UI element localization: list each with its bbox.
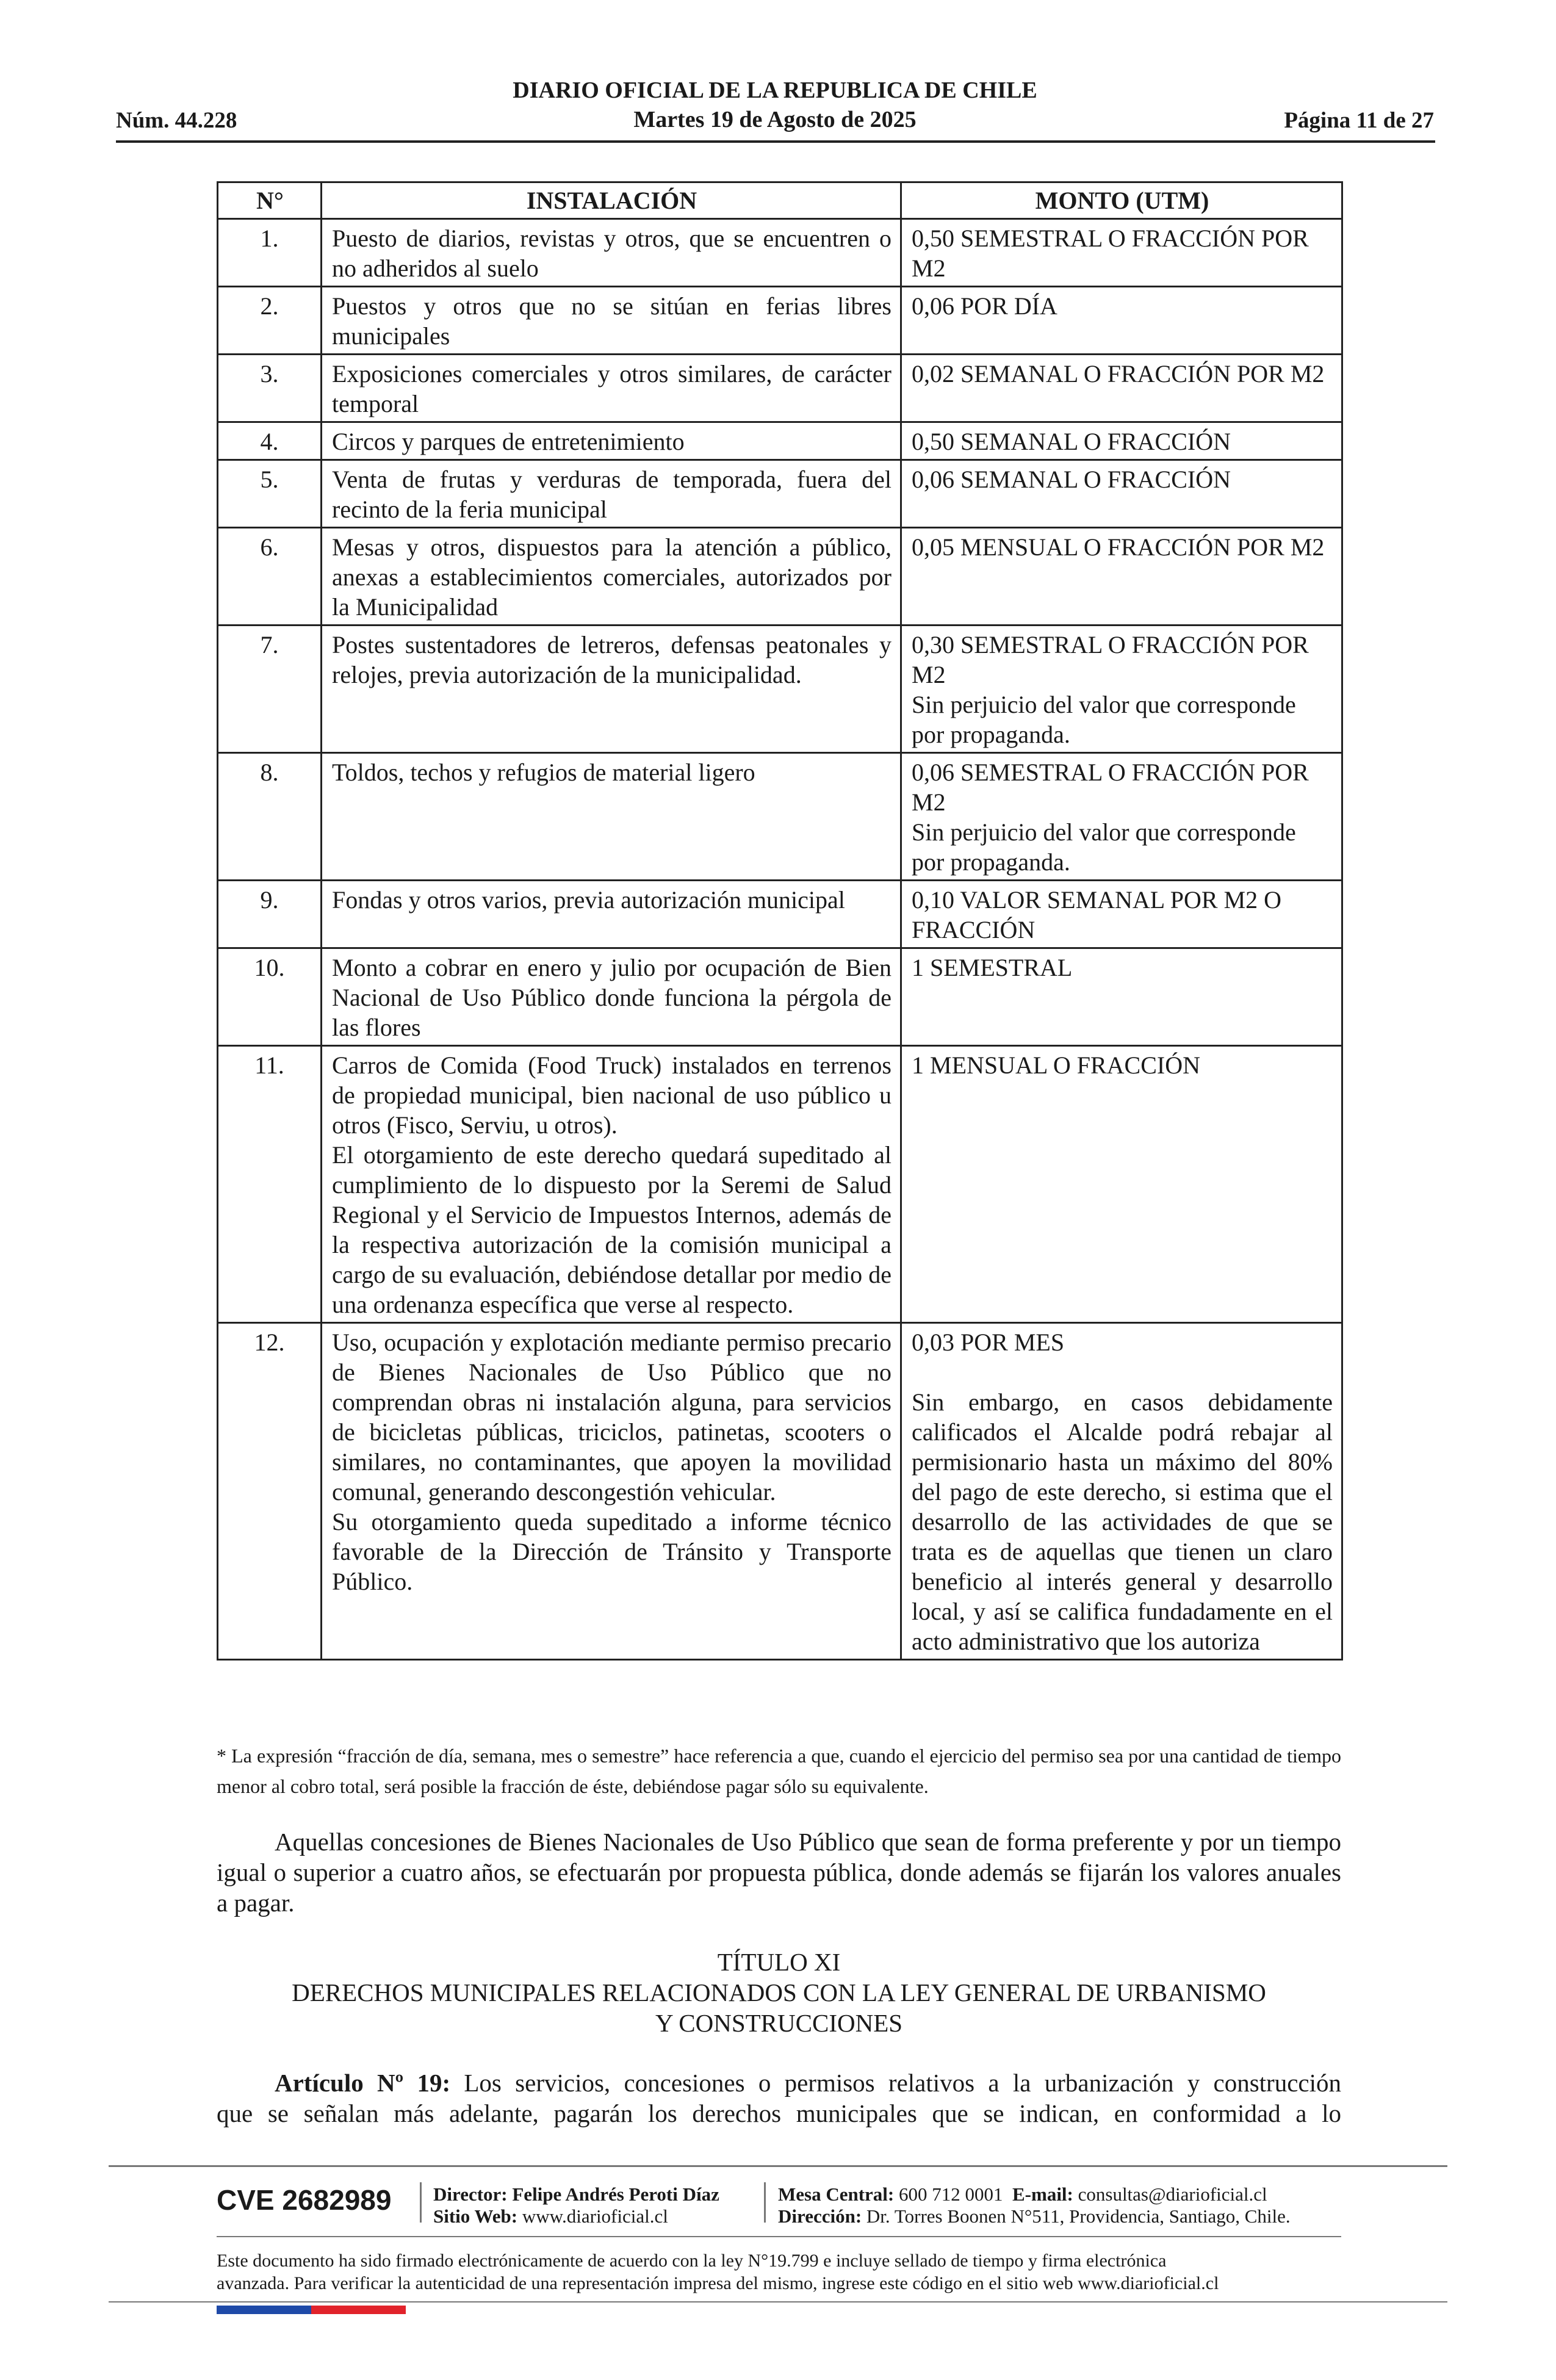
signature-line: Este documento ha sido firmado electrónicamente de acuerdo con la ley N°19.799 e incluye sellado de tiempo y firma electrónica: [217, 2251, 1167, 2271]
installation-extra: Su otorgamiento queda supeditado a informe técnico favorable de la Dirección de Tránsito y Transporte Público.: [332, 1508, 891, 1595]
row-installation: Postes sustentadores de letreros, defensas peatonales y relojes, previa autorización de la municipalidad.: [322, 626, 901, 753]
row-amount: 0,06 SEMANAL O FRACCIÓN: [901, 460, 1342, 528]
row-number: 4.: [218, 422, 322, 460]
amount-note: Sin embargo, en casos debidamente calificados el Alcalde podrá rebajar al permisionario hasta un máximo del 80% del pago de este derecho, si estima que el desarrollo de las actividades de que se trata es de aquellas que tienen un claro beneficio al interés general y desarrollo local, y así se califica fundadamente en el acto administrativo que los autoriza: [912, 1388, 1333, 1655]
email-label: E-mail:: [1012, 2183, 1073, 2205]
signature-notice: [217, 2249, 1341, 2295]
amount-value: 0,03 POR MES: [912, 1329, 1065, 1356]
table-row: [218, 881, 1342, 948]
section-title: [217, 1947, 1341, 2038]
publication-title: DIARIO OFICIAL DE LA REPUBLICA DE CHILE: [513, 78, 1037, 103]
table-row: [218, 753, 1342, 881]
address-value: Dr. Torres Boonen N°511, Providencia, Santiago, Chile.: [866, 2205, 1291, 2227]
row-installation: Exposiciones comerciales y otros similares, de carácter temporal: [322, 355, 901, 422]
row-amount: [901, 626, 1342, 753]
table-row: [218, 355, 1342, 422]
table-row: [218, 1046, 1342, 1323]
row-number: 1.: [218, 219, 322, 287]
footer-contact-block: [778, 2183, 1291, 2227]
row-installation: Toldos, techos y refugios de material ligero: [322, 753, 901, 881]
issue-number: Núm. 44.228: [116, 108, 237, 133]
row-amount: 0,05 MENSUAL O FRACCIÓN POR M2: [901, 528, 1342, 626]
cve-code: CVE 2682989: [217, 2184, 392, 2216]
row-installation: Circos y parques de entretenimiento: [322, 422, 901, 460]
row-amount: 0,10 VALOR SEMANAL POR M2 O FRACCIÓN: [901, 881, 1342, 948]
publication-date: Martes 19 de Agosto de 2025: [633, 107, 917, 132]
section-title-line: TÍTULO XI: [717, 1948, 841, 1976]
row-number: 11.: [218, 1046, 322, 1323]
section-title-line: Y CONSTRUCCIONES: [655, 2009, 903, 2037]
row-number: 8.: [218, 753, 322, 881]
header-divider: [116, 140, 1435, 143]
table-row: [218, 948, 1342, 1046]
footer-divider: [109, 2165, 1447, 2167]
row-amount: 1 MENSUAL O FRACCIÓN: [901, 1046, 1342, 1323]
phone-label: Mesa Central:: [778, 2183, 895, 2205]
table-row: [218, 422, 1342, 460]
table-header-row: [218, 182, 1342, 219]
row-installation: Monto a cobrar en enero y julio por ocupación de Bien Nacional de Uso Público donde funciona la pérgola de las flores: [322, 948, 901, 1046]
row-number: 9.: [218, 881, 322, 948]
table-row: [218, 1323, 1342, 1660]
row-installation: Puestos y otros que no se sitúan en ferias libres municipales: [322, 287, 901, 355]
website-label: Sitio Web:: [433, 2205, 518, 2227]
email-link[interactable]: consultas@diarioficial.cl: [1078, 2183, 1267, 2205]
row-installation: Puesto de diarios, revistas y otros, que se encuentren o no adheridos al suelo: [322, 219, 901, 287]
footer-divider: [109, 2301, 1447, 2302]
director-value: Felipe Andrés Peroti Díaz: [512, 2183, 719, 2205]
installation-text: Uso, ocupación y explotación mediante permiso precario de Bienes Nacionales de Uso Público que no comprendan obras ni instalación alguna, para servicios de bicicletas públicas, triciclos, patinetas, scooters o similares, no contaminantes, que apoyen la movilidad comunal, generando descongestión vehicular.: [332, 1329, 891, 1506]
signature-line: avanzada. Para verificar la autenticidad de una representación impresa del mismo, ingrese este código en el sitio web www.diarioficial.cl: [217, 2273, 1219, 2293]
row-number: 2.: [218, 287, 322, 355]
row-number: 3.: [218, 355, 322, 422]
row-number: 7.: [218, 626, 322, 753]
article-text: Los servicios, concesiones o permisos relativos a la urbanización y construcción: [450, 2069, 1341, 2097]
footer-divider: [217, 2236, 1341, 2237]
section-title-line: DERECHOS MUNICIPALES RELACIONADOS CON LA LEY GENERAL DE URBANISMO: [292, 1978, 1266, 2007]
row-amount: 0,50 SEMESTRAL O FRACCIÓN POR M2: [901, 219, 1342, 287]
row-number: 6.: [218, 528, 322, 626]
table-row: [218, 626, 1342, 753]
article-label: Artículo Nº 19:: [275, 2069, 451, 2097]
article-text-continued: que se señalan más adelante, pagarán los derechos municipales que se indican, en conformidad a lo: [217, 2099, 1341, 2127]
row-number: 5.: [218, 460, 322, 528]
amount-note: Sin perjuicio del valor que corresponde por propaganda.: [912, 691, 1296, 748]
director-line: [433, 2183, 719, 2205]
footer-director-block: [433, 2183, 719, 2227]
table-row: [218, 528, 1342, 626]
phone-value: 600 712 0001: [899, 2183, 1003, 2205]
row-amount: 0,06 POR DÍA: [901, 287, 1342, 355]
installation-text: Carros de Comida (Food Truck) instalados en terrenos de propiedad municipal, bien nacional de uso público u otros (Fisco, Serviu, u otros).: [332, 1051, 891, 1139]
director-label: Director:: [433, 2183, 508, 2205]
row-number: 10.: [218, 948, 322, 1046]
publication-heading: [116, 76, 1434, 134]
fees-table: [217, 181, 1343, 1661]
amount-value: 0,06 SEMESTRAL O FRACCIÓN POR M2: [912, 759, 1309, 816]
table-row: [218, 219, 1342, 287]
row-amount: 0,02 SEMANAL O FRACCIÓN POR M2: [901, 355, 1342, 422]
page-header: [116, 72, 1434, 139]
table-row: [218, 460, 1342, 528]
footer-separator: [420, 2182, 422, 2223]
installation-extra: El otorgamiento de este derecho quedará supeditado al cumplimiento de lo dispuesto por la Seremi de Salud Regional y el Servicio de Impuestos Internos, además de la respectiva autorización de la comisión municipal a cargo de su evaluación, debiéndose detallar por medio de una ordenanza específica que verse al respecto.: [332, 1141, 891, 1318]
flag-bar-red: [311, 2306, 406, 2314]
article-paragraph: [217, 2068, 1341, 2129]
amount-spacer: [912, 1357, 1333, 1387]
row-amount: 0,50 SEMANAL O FRACCIÓN: [901, 422, 1342, 460]
website-link[interactable]: www.diarioficial.cl: [522, 2205, 668, 2227]
contact-line: [778, 2183, 1291, 2205]
body-paragraph: Aquellas concesiones de Bienes Nacionales de Uso Público que sean de forma preferente y por un tiempo igual o superior a cuatro años, se efectuarán por propuesta pública, donde además se fijarán los valores anuales a pagar.: [217, 1828, 1341, 1917]
table-footnote: * La expresión “fracción de día, semana, mes o semestre” hace referencia a que, cuando el ejercicio del permiso sea por una cantidad de tiempo menor al cobro total, será posible la fracción de éste, debiéndose pagar sólo su equivalente.: [217, 1745, 1341, 1797]
footer-separator: [764, 2182, 766, 2223]
amount-value: 0,30 SEMESTRAL O FRACCIÓN POR M2: [912, 631, 1309, 688]
row-installation: [322, 1046, 901, 1323]
flag-bar-blue: [217, 2306, 311, 2314]
column-header-installation: INSTALACIÓN: [322, 182, 901, 219]
address-label: Dirección:: [778, 2205, 862, 2227]
column-header-number: N°: [218, 182, 322, 219]
column-header-amount: MONTO (UTM): [901, 182, 1342, 219]
address-line: [778, 2205, 1291, 2227]
row-amount: [901, 1323, 1342, 1660]
row-amount: [901, 753, 1342, 881]
website-line: [433, 2205, 719, 2227]
table-row: [218, 287, 1342, 355]
row-installation: [322, 1323, 901, 1660]
row-number: 12.: [218, 1323, 322, 1660]
row-installation: Fondas y otros varios, previa autorización municipal: [322, 881, 901, 948]
row-installation: Venta de frutas y verduras de temporada, fuera del recinto de la feria municipal: [322, 460, 901, 528]
row-installation: Mesas y otros, dispuestos para la atención a público, anexas a establecimientos comerciales, autorizados por la Municipalidad: [322, 528, 901, 626]
page-number: Página 11 de 27: [1284, 108, 1434, 133]
row-amount: 1 SEMESTRAL: [901, 948, 1342, 1046]
amount-note: Sin perjuicio del valor que corresponde por propaganda.: [912, 818, 1296, 876]
